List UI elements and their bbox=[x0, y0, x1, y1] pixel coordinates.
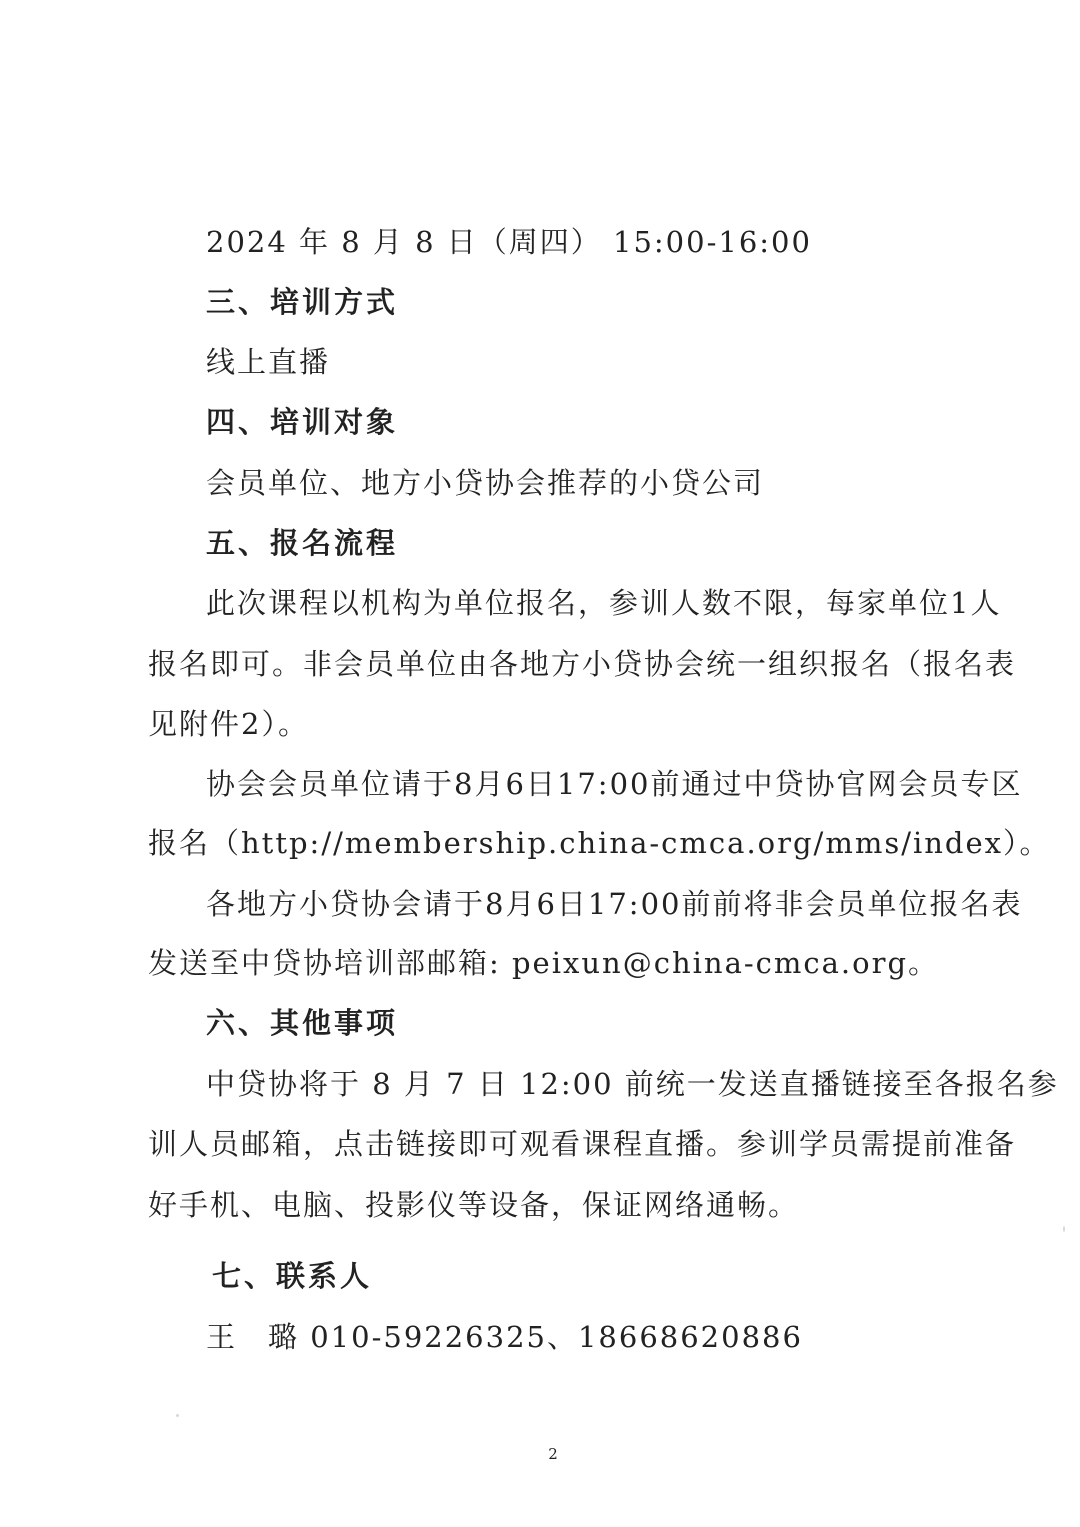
section-5-paragraph-2-line-1: 协会会员单位请于8月6日17:00前通过中贷协官网会员专区 bbox=[206, 767, 1023, 801]
scan-speck bbox=[1063, 1226, 1065, 1232]
section-6-line-2: 训人员邮箱，点击链接即可观看课程直播。参训学员需提前准备 bbox=[148, 1127, 1017, 1161]
section-7-heading: 七、联系人 bbox=[212, 1259, 373, 1293]
section-5-paragraph-2-line-2: 报名（http://membership.china-cmca.org/mms/index）。 bbox=[148, 826, 1051, 860]
contact-line: 王 璐 010-59226325、18668620886 bbox=[206, 1320, 803, 1354]
page-number: 2 bbox=[548, 1445, 558, 1463]
section-6-line-1: 中贷协将于 8 月 7 日 12:00 前统一发送直播链接至各报名参 bbox=[206, 1067, 1059, 1101]
section-3-heading: 三、培训方式 bbox=[206, 285, 399, 319]
section-6-line-3: 好手机、电脑、投影仪等设备，保证网络通畅。 bbox=[148, 1188, 800, 1222]
section-5-paragraph-3-line-2: 发送至中贷协培训部邮箱: peixun@china-cmca.org。 bbox=[148, 946, 940, 980]
section-3-body: 线上直播 bbox=[206, 345, 331, 379]
scan-speck bbox=[176, 1414, 179, 1417]
section-5-paragraph-1-line-2: 报名即可。非会员单位由各地方小贷协会统一组织报名（报名表 bbox=[148, 647, 1017, 681]
section-5-paragraph-1-line-1: 此次课程以机构为单位报名，参训人数不限，每家单位1人 bbox=[206, 586, 1002, 620]
section-5-heading: 五、报名流程 bbox=[206, 526, 399, 560]
section-5-paragraph-1-line-3: 见附件2）。 bbox=[148, 707, 309, 741]
section-5-paragraph-3-line-1: 各地方小贷协会请于8月6日17:00前前将非会员单位报名表 bbox=[206, 887, 1023, 921]
section-4-heading: 四、培训对象 bbox=[206, 405, 399, 439]
section-4-body: 会员单位、地方小贷协会推荐的小贷公司 bbox=[206, 466, 765, 500]
section-6-heading: 六、其他事项 bbox=[206, 1006, 399, 1040]
training-date-line: 2024 年 8 月 8 日（周四） 15:00-16:00 bbox=[206, 225, 812, 259]
